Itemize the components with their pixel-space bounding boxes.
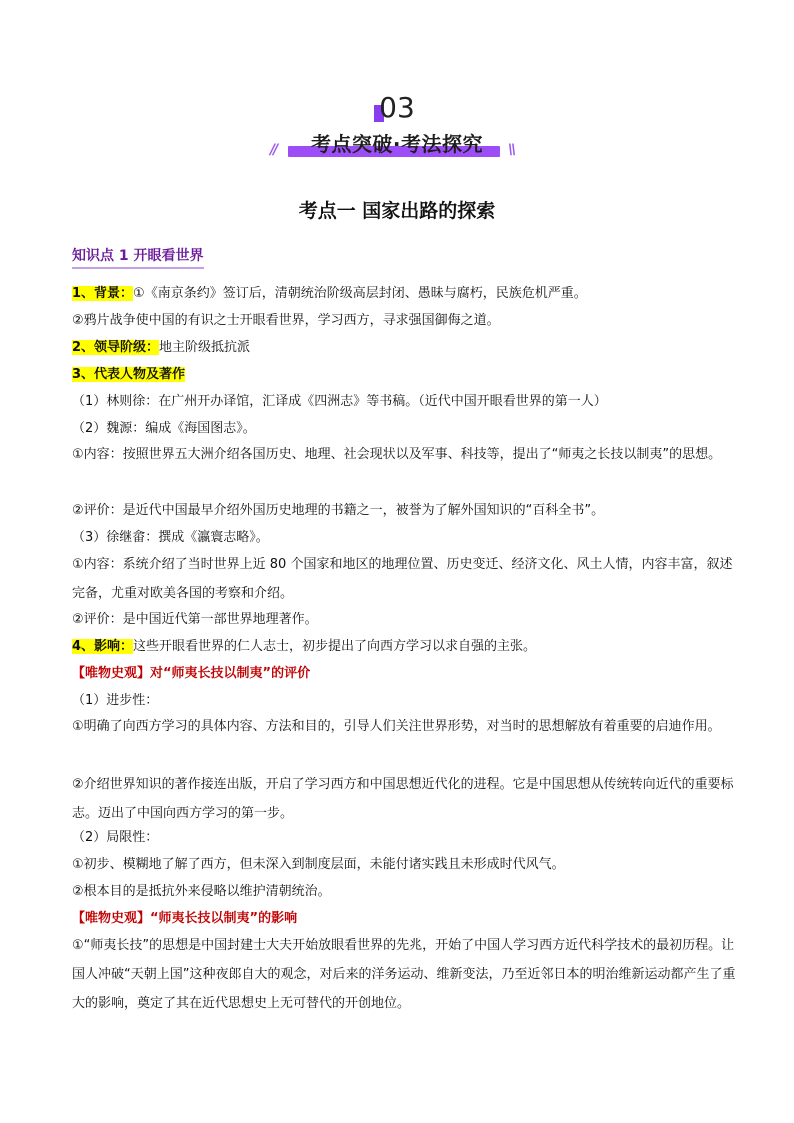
- materialism-evaluation-heading: 【唯物史观】对“师夷长技以制夷”的评价: [72, 666, 311, 681]
- xu-jiyu-line: （3）徐继畲：撰成《瀛寰志略》。: [72, 530, 269, 545]
- materialism-influence-heading: 【唯物史观】“师夷长技以制夷”的影响: [72, 911, 298, 926]
- limitation-label: （2）局限性：: [72, 830, 159, 845]
- section-number: 03: [379, 91, 415, 124]
- kaodian-title: 考点一 国家出路的探索: [298, 200, 496, 222]
- wei-yuan-line: （2）魏源：编成《海国图志》。: [72, 421, 256, 436]
- background-text: ①《南京条约》签订后，清朝统治阶级高层封闭、愚昧与腐朽，民族危机严重。: [133, 286, 587, 301]
- limitation-point-1: ①初步、模糊地了解了西方，但未深入到制度层面，未能付诸实践且未形成时代风气。: [72, 857, 565, 872]
- representatives-label: 3、代表人物及著作: [72, 367, 186, 382]
- impact-text: 这些开眼看世界的仁人志士，初步提出了向西方学习以求自强的主张。: [133, 639, 537, 654]
- progressiveness-label: （1）进步性：: [72, 693, 159, 708]
- progressiveness-point-2: ②介绍世界知识的著作接连出版，开启了学习西方和中国思想近代化的进程。它是中国思想从传统转向近代的重要标志。迈出了中国向西方学习的第一步。: [72, 777, 734, 821]
- xu-jiyu-evaluation: ②评价：是中国近代第一部世界地理著作。: [72, 612, 318, 627]
- impact-label: 4、影响：: [72, 639, 134, 654]
- limitation-point-2: ②根本目的是抵抗外来侵略以维护清朝统治。: [72, 884, 331, 899]
- influence-paragraph: ①“师夷长技”的思想是中国封建士大夫开始放眼看世界的先兆，开始了中国人学习西方近代科学技术的最初历程。让国人冲破“天朝上国”这种夜郎自大的观念，对后来的洋务运动、维新变法，乃至近邻日本的明治维新运动都产生了重大的影响，奠定了其在近代思想史上无可替代的开创地位。: [72, 938, 736, 1011]
- representatives-line: [72, 365, 185, 385]
- wei-yuan-evaluation: ②评价：是近代中国最早介绍外国历史地理的书籍之一，被誉为了解外国知识的“百科全书”。: [72, 503, 605, 518]
- xu-jiyu-content: ①内容：系统介绍了当时世界上近 80 个国家和地区的地理位置、历史变迁、经济文化、风土人情，内容丰富，叙述完备，尤重对欧美各国的考察和介绍。: [72, 557, 733, 601]
- lin-zexu-line: （1）林则徐：在广州开办译馆，汇译成《四洲志》等书稿。（近代中国开眼看世界的第一人）: [72, 394, 607, 409]
- background-line: [72, 284, 587, 304]
- left-slashes: //: [270, 142, 277, 158]
- leading-class-text: 地主阶级抵抗派: [159, 340, 251, 355]
- background-line-2: ②鸦片战争使中国的有识之士开眼看世界，学习西方，寻求强国御侮之道。: [72, 313, 500, 328]
- impact-line: [72, 637, 536, 657]
- right-slashes: \\: [508, 142, 515, 158]
- section-title: 考点突破·考法探究: [310, 132, 484, 156]
- background-label: 1、背景：: [72, 286, 134, 301]
- leading-class-label: 2、领导阶级：: [72, 340, 160, 355]
- progressiveness-point-1: ①明确了向西方学习的具体内容、方法和目的，引导人们关注世界形势，对当时的思想解放有着重要的启迪作用。: [72, 719, 721, 734]
- wei-yuan-content: ①内容：按照世界五大洲介绍各国历史、地理、社会现状以及军事、科技等，提出了“师夷之长技以制夷”的思想。: [72, 447, 722, 462]
- leading-class-line: [72, 338, 250, 358]
- knowledge-point-title: 知识点 1 开眼看世界: [72, 245, 204, 269]
